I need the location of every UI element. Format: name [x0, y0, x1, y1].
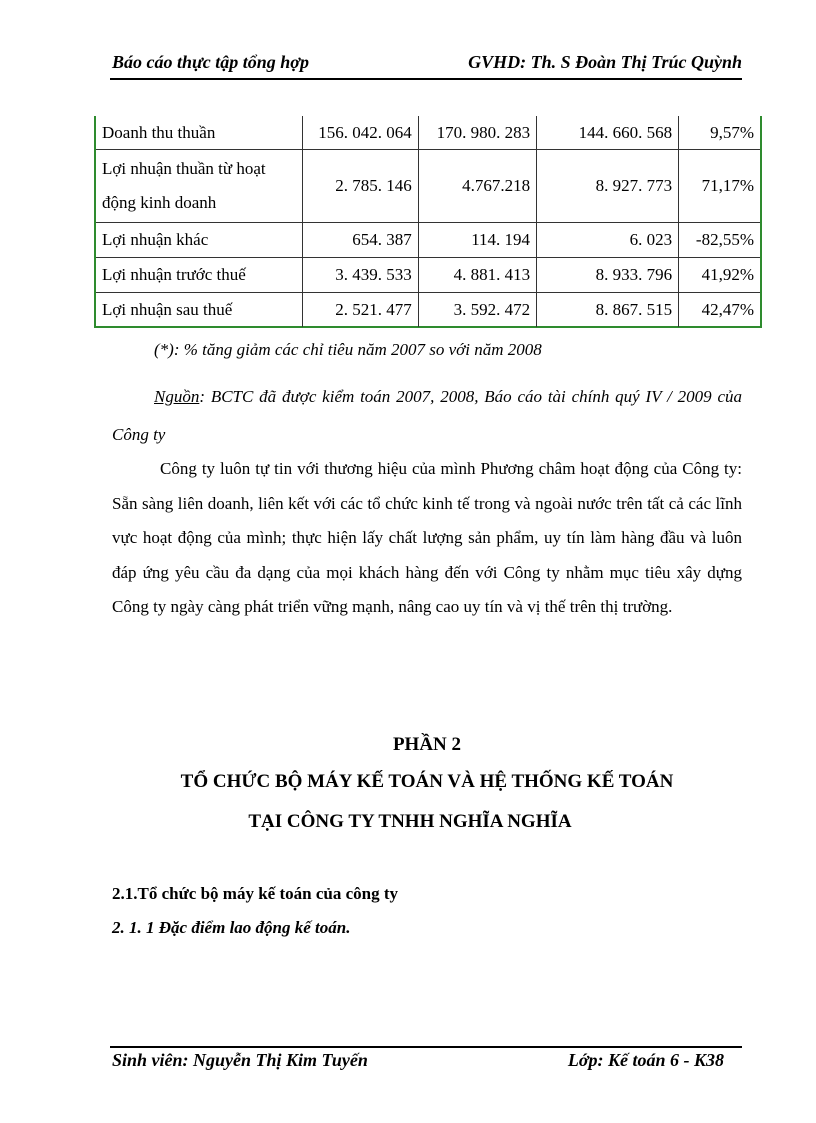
cell-value: 6. 023 [537, 223, 679, 258]
row-label: Lợi nhuận trước thuế [96, 258, 303, 293]
cell-value: 2. 785. 146 [303, 150, 419, 223]
financial-table [94, 116, 762, 328]
part-number: PHẦN 2 [392, 734, 462, 755]
cell-value: 8. 867. 515 [537, 293, 679, 328]
table-note: (*): % tăng giảm các chỉ tiêu năm 2007 so với năm 2008 [154, 340, 542, 359]
source-label: Nguồn [154, 387, 200, 406]
cell-percent: 42,47% [679, 293, 760, 328]
cell-percent: 41,92% [679, 258, 760, 293]
cell-value: 4. 881. 413 [418, 258, 536, 293]
table-row [96, 223, 760, 258]
cell-value: 4.767.218 [418, 150, 536, 223]
page-footer [112, 1050, 724, 1076]
cell-value: 654. 387 [303, 223, 419, 258]
table-row [96, 258, 760, 293]
table-row [96, 116, 760, 150]
footer-class: Lớp: Kế toán 6 - K38 [567, 1050, 724, 1070]
cell-value: 144. 660. 568 [537, 116, 679, 150]
source-citation [112, 378, 742, 454]
cell-value: 114. 194 [418, 223, 536, 258]
part-title-line2: TẠI CÔNG TY TNHH NGHĨA NGHĨA [248, 811, 572, 832]
table-row [96, 150, 760, 223]
cell-value: 156. 042. 064 [303, 116, 419, 150]
cell-percent: 9,57% [679, 116, 760, 150]
footer-student: Sinh viên: Nguyễn Thị Kim Tuyến [112, 1050, 368, 1070]
row-label: Lợi nhuận khác [96, 223, 303, 258]
source-text: : BCTC đã được kiểm toán 2007, 2008, Báo cáo tài chính quý IV / 2009 của Công ty [112, 387, 742, 444]
header-rule [110, 78, 742, 80]
body-paragraph: Công ty luôn tự tin với thương hiệu của mình Phương châm hoạt động của Công ty: Sẵn sàng liên doanh, liên kết với các tổ chức kinh tế trong và ngoài nước trên tất cả các lĩnh vực hoạt động của mình; thực hiện lấy chất lượng sản phẩm, uy tín làm hàng đầu và luôn đáp ứng yêu cầu đa dạng của mọi khách hàng đến với Công ty nhằm mục tiêu xây dựng Công ty ngày càng phát triển vững mạnh, nâng cao uy tín và vị thế trên thị trường. [112, 459, 742, 616]
cell-value: 3. 592. 472 [418, 293, 536, 328]
section-heading: 2.1.Tổ chức bộ máy kế toán của công ty [112, 884, 398, 903]
table-row [96, 293, 760, 328]
cell-value: 8. 933. 796 [537, 258, 679, 293]
cell-value: 2. 521. 477 [303, 293, 419, 328]
cell-percent: 71,17% [679, 150, 760, 223]
footer-rule [110, 1046, 742, 1048]
header-supervisor: GVHD: Th. S Đoàn Thị Trúc Quỳnh [468, 52, 742, 72]
cell-value: 3. 439. 533 [303, 258, 419, 293]
part-title-line1: TỔ CHỨC BỘ MÁY KẾ TOÁN VÀ HỆ THỐNG KẾ TOÁN [180, 771, 674, 792]
cell-value: 170. 980. 283 [418, 116, 536, 150]
header-report-title: Báo cáo thực tập tổng hợp [112, 52, 309, 72]
page-header [112, 52, 742, 78]
subsection-heading: 2. 1. 1 Đặc điểm lao động kế toán. [112, 918, 351, 937]
row-label: Doanh thu thuần [96, 116, 303, 150]
cell-percent: -82,55% [679, 223, 760, 258]
row-label: Lợi nhuận thuần từ hoạt động kinh doanh [96, 150, 303, 223]
cell-value: 8. 927. 773 [537, 150, 679, 223]
row-label: Lợi nhuận sau thuế [102, 300, 233, 319]
